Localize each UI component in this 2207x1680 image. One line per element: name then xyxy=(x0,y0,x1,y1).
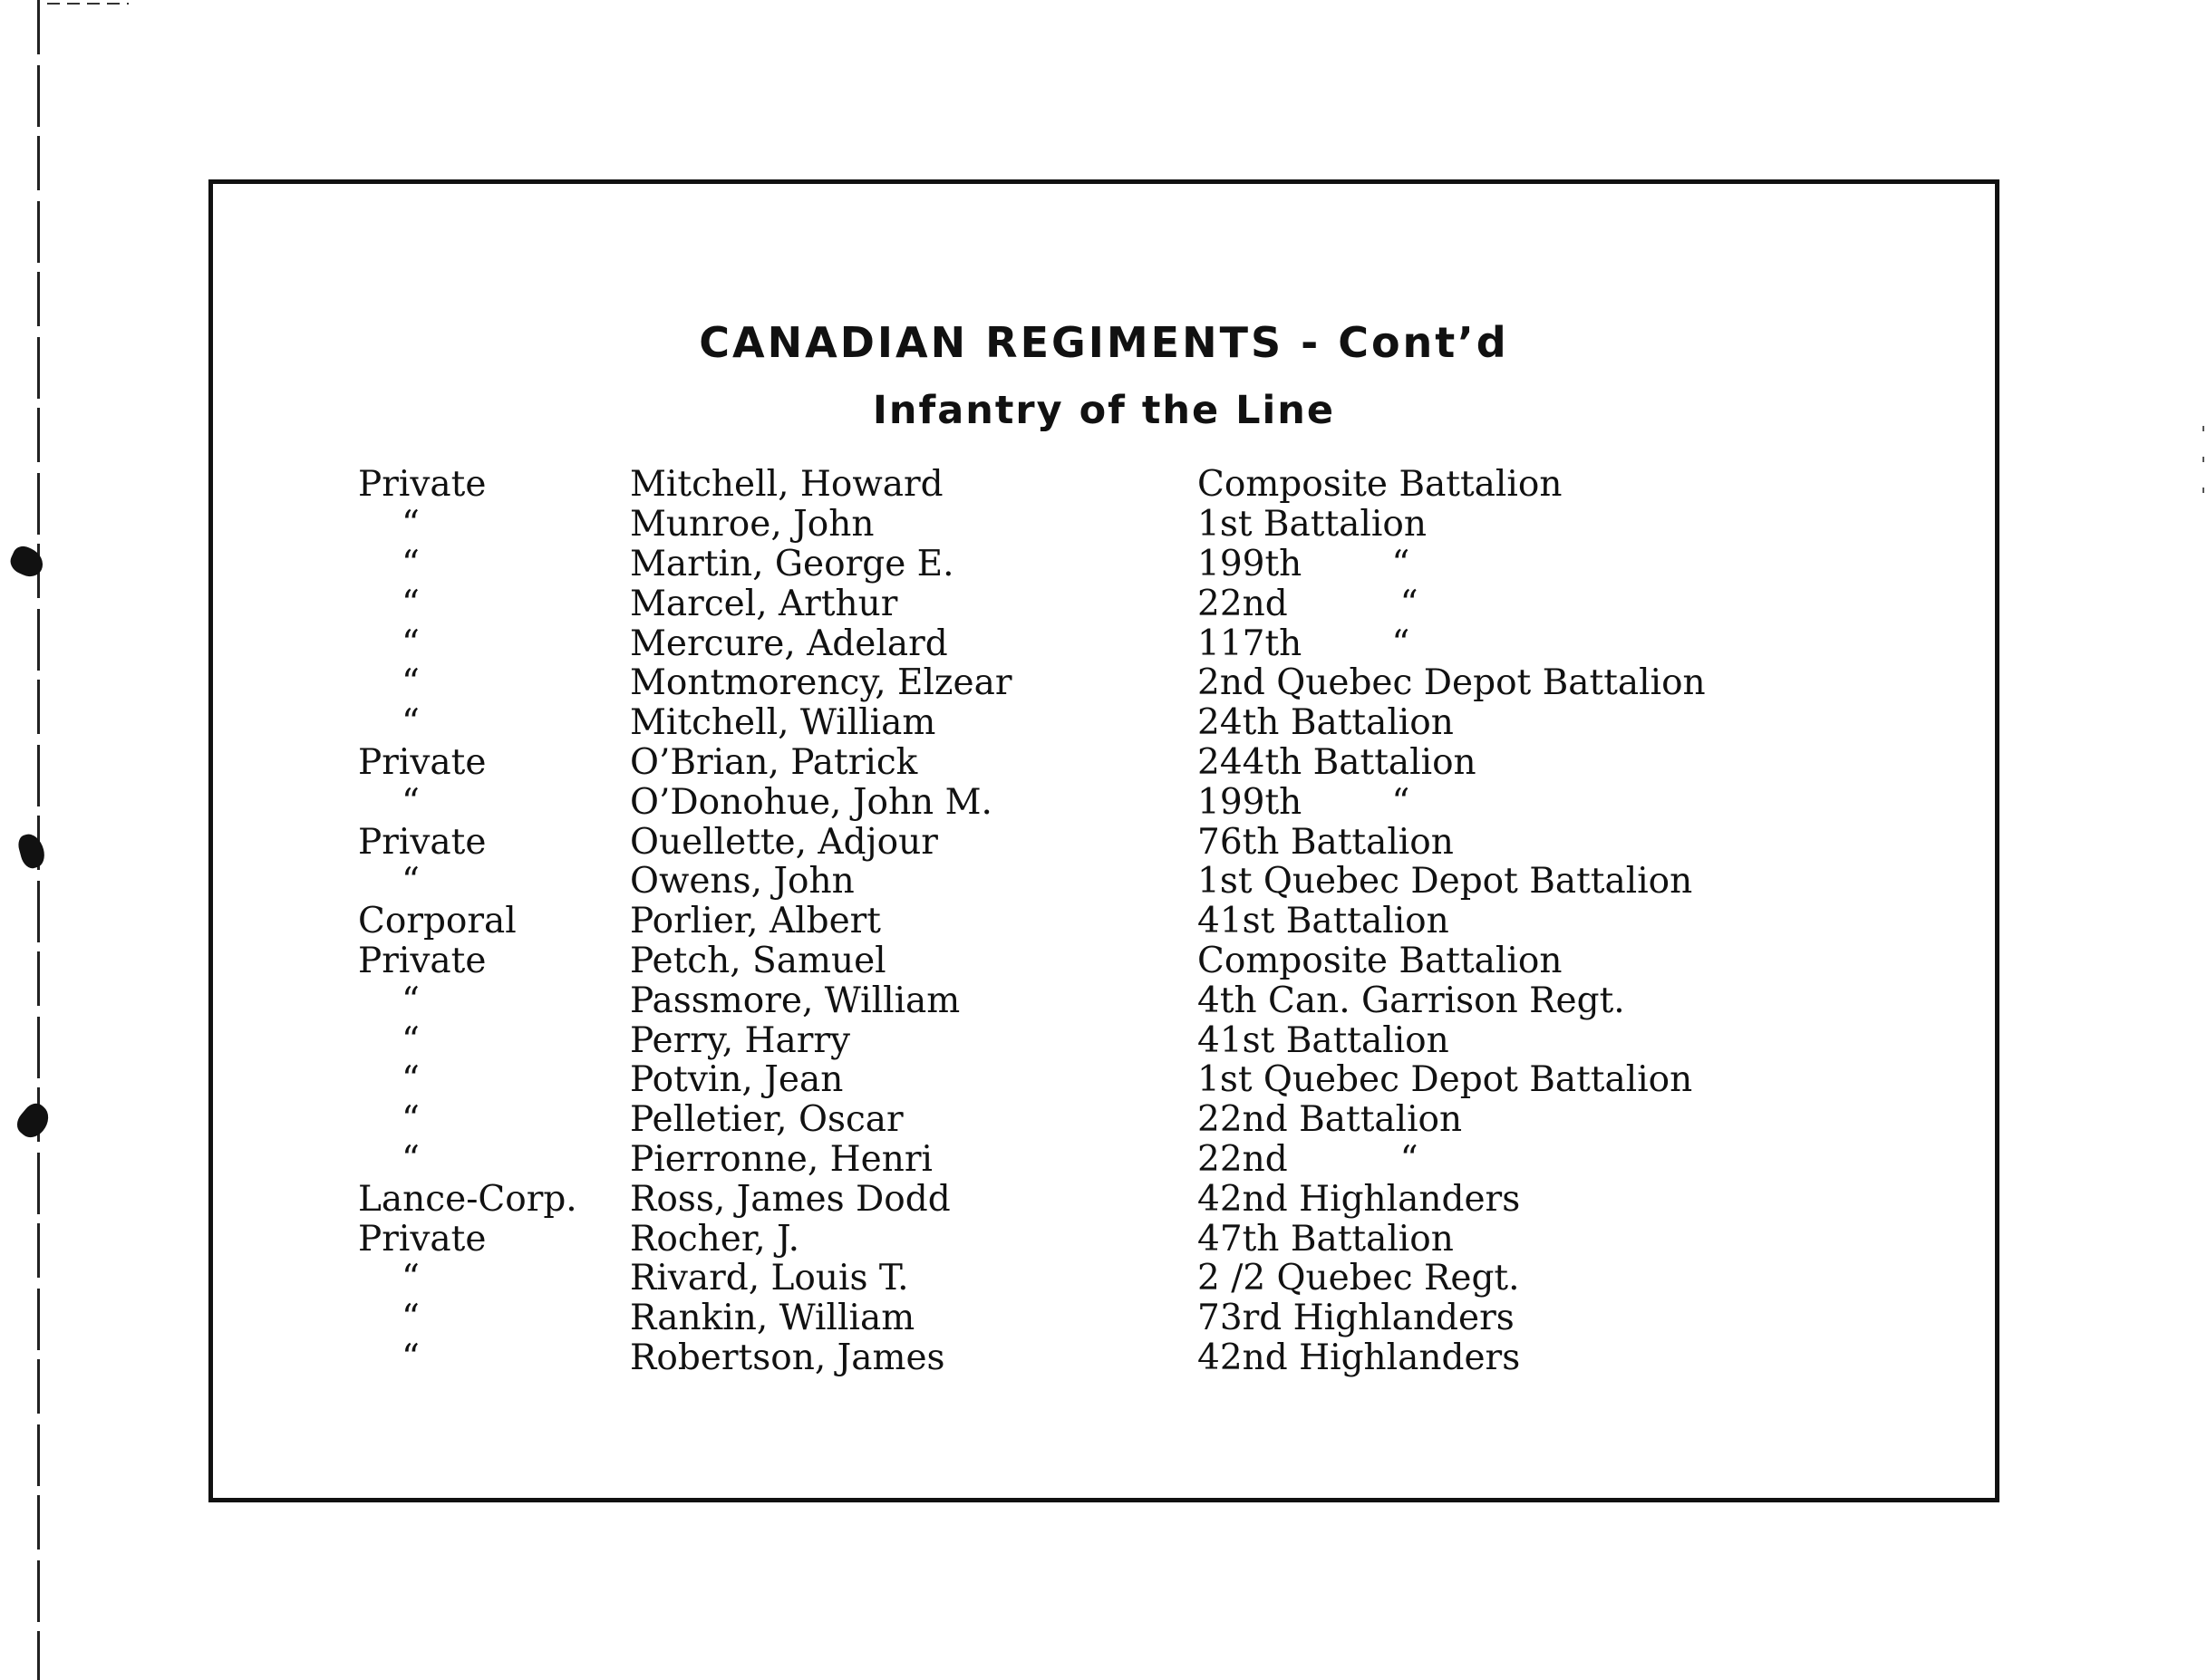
unit-cell: 41st Battalion xyxy=(1197,1019,1449,1061)
roster-row xyxy=(358,1100,1971,1140)
unit-cell: 41st Battalion xyxy=(1197,901,1449,942)
rank-cell: Lance-Corp. xyxy=(358,1178,577,1220)
roster-row xyxy=(358,902,1971,941)
roster-list xyxy=(358,465,1971,1377)
ink-blot xyxy=(6,543,47,581)
name-cell: Marcel, Arthur xyxy=(630,583,898,624)
rank-cell: Private xyxy=(358,940,487,981)
name-cell: Martin, George E. xyxy=(630,544,954,584)
rank-cell: “ xyxy=(402,662,420,704)
unit-cell: 199th “ xyxy=(1197,781,1410,823)
roster-row xyxy=(358,1259,1971,1299)
name-cell: Pierronne, Henri xyxy=(630,1138,933,1180)
rank-cell: Private xyxy=(358,1218,487,1260)
unit-cell: 199th “ xyxy=(1197,544,1410,584)
rank-cell: “ xyxy=(402,1298,420,1339)
roster-row xyxy=(358,703,1971,743)
rank-cell: Private xyxy=(358,464,487,506)
name-cell: Passmore, William xyxy=(630,980,961,1021)
name-cell: Montmorency, Elzear xyxy=(630,662,1012,704)
name-cell: Rocher, J. xyxy=(630,1218,800,1260)
name-cell: Ross, James Dodd xyxy=(630,1178,951,1220)
roster-row xyxy=(358,1140,1971,1180)
rank-cell: Corporal xyxy=(358,901,517,942)
unit-cell: 76th Battalion xyxy=(1197,821,1454,863)
rank-cell: Private xyxy=(358,741,487,783)
ink-blot xyxy=(12,1099,54,1143)
roster-row xyxy=(358,584,1971,623)
unit-cell: Composite Battalion xyxy=(1197,464,1563,506)
name-cell: Mercure, Adelard xyxy=(630,623,948,664)
roster-row xyxy=(358,505,1971,545)
name-cell: Mitchell, William xyxy=(630,702,936,744)
roster-row xyxy=(358,862,1971,902)
rank-cell: “ xyxy=(402,623,420,664)
roster-row xyxy=(358,1060,1971,1100)
roster-row xyxy=(358,1020,1971,1060)
unit-cell: 117th “ xyxy=(1197,623,1410,664)
roster-row xyxy=(358,941,1971,981)
page-subtitle: Infantry of the Line xyxy=(872,388,1336,433)
unit-cell: 4th Can. Garrison Regt. xyxy=(1197,980,1625,1021)
scan-speckles xyxy=(2202,426,2204,517)
name-cell: Porlier, Albert xyxy=(630,901,881,942)
roster-row xyxy=(358,545,1971,584)
name-cell: O’Donohue, John M. xyxy=(630,781,992,823)
rank-cell: “ xyxy=(402,980,420,1021)
roster-row xyxy=(358,465,1971,505)
unit-cell: Composite Battalion xyxy=(1197,940,1563,981)
rank-cell: “ xyxy=(402,1138,420,1180)
unit-cell: 2nd Quebec Depot Battalion xyxy=(1197,662,1706,704)
rank-cell: “ xyxy=(402,1258,420,1299)
name-cell: Pelletier, Oscar xyxy=(630,1099,904,1141)
roster-row xyxy=(358,663,1971,703)
unit-cell: 1st Battalion xyxy=(1197,504,1427,546)
rank-cell: “ xyxy=(402,781,420,823)
unit-cell: 22nd “ xyxy=(1197,583,1418,624)
name-cell: Perry, Harry xyxy=(630,1019,851,1061)
rank-cell: “ xyxy=(402,1099,420,1141)
ink-blot xyxy=(16,831,48,870)
name-cell: Rivard, Louis T. xyxy=(630,1258,909,1299)
rank-cell: “ xyxy=(402,583,420,624)
name-cell: Mitchell, Howard xyxy=(630,464,944,506)
name-cell: Munroe, John xyxy=(630,504,875,546)
rank-cell: “ xyxy=(402,1337,420,1378)
rank-cell: “ xyxy=(402,1019,420,1061)
name-cell: Owens, John xyxy=(630,861,855,903)
unit-cell: 42nd Highlanders xyxy=(1197,1178,1521,1220)
unit-cell: 42nd Highlanders xyxy=(1197,1337,1521,1378)
roster-row xyxy=(358,980,1971,1020)
roster-row xyxy=(358,782,1971,822)
roster-row xyxy=(358,1179,1971,1219)
scan-mark xyxy=(47,3,129,5)
rank-cell: “ xyxy=(402,702,420,744)
roster-row xyxy=(358,1338,1971,1378)
name-cell: Ouellette, Adjour xyxy=(630,821,938,863)
name-cell: Potvin, Jean xyxy=(630,1059,844,1101)
roster-row xyxy=(358,1299,1971,1338)
unit-cell: 2 /2 Quebec Regt. xyxy=(1197,1258,1520,1299)
unit-cell: 1st Quebec Depot Battalion xyxy=(1197,1059,1693,1101)
name-cell: O’Brian, Patrick xyxy=(630,741,918,783)
document-frame xyxy=(208,179,1999,1502)
name-cell: Robertson, James xyxy=(630,1337,945,1378)
unit-cell: 244th Battalion xyxy=(1197,741,1476,783)
unit-cell: 22nd Battalion xyxy=(1197,1099,1463,1141)
roster-row xyxy=(358,1219,1971,1259)
rank-cell: Private xyxy=(358,821,487,863)
name-cell: Rankin, William xyxy=(630,1298,915,1339)
rank-cell: “ xyxy=(402,504,420,546)
unit-cell: 73rd Highlanders xyxy=(1197,1298,1515,1339)
unit-cell: 24th Battalion xyxy=(1197,702,1454,744)
name-cell: Petch, Samuel xyxy=(630,940,886,981)
roster-row xyxy=(358,743,1971,783)
rank-cell: “ xyxy=(402,861,420,903)
roster-row xyxy=(358,623,1971,663)
unit-cell: 47th Battalion xyxy=(1197,1218,1454,1260)
rank-cell: “ xyxy=(402,1059,420,1101)
page-title: CANADIAN REGIMENTS - Cont’d xyxy=(699,318,1509,367)
roster-row xyxy=(358,822,1971,862)
unit-cell: 22nd “ xyxy=(1197,1138,1418,1180)
unit-cell: 1st Quebec Depot Battalion xyxy=(1197,861,1693,903)
rank-cell: “ xyxy=(402,544,420,584)
